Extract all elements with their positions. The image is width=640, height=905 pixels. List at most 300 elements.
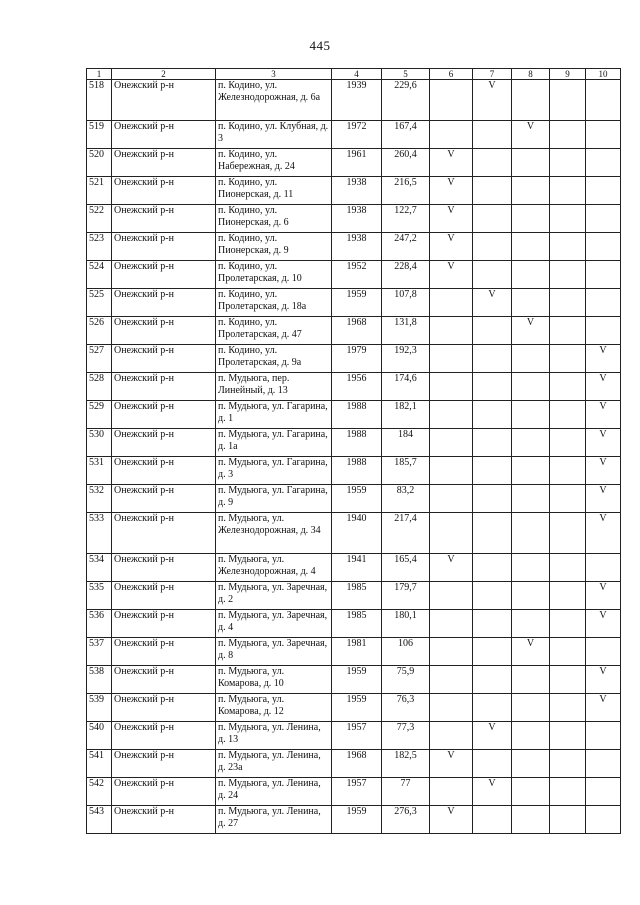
area-cell: 122,7 [382, 205, 430, 233]
year-cell: 1959 [332, 485, 382, 513]
mark-cell-col-8 [512, 610, 550, 638]
row-number-cell: 527 [87, 345, 112, 373]
table-row [87, 205, 621, 233]
mark-cell-col-10: V [586, 429, 621, 457]
column-number-cell: 9 [550, 69, 586, 80]
mark-cell-col-9 [550, 289, 586, 317]
address-cell: п. Мудьюга, ул. Ленина, д. 24 [216, 778, 332, 806]
year-cell: 1979 [332, 345, 382, 373]
table-row [87, 401, 621, 429]
mark-cell-col-9 [550, 582, 586, 610]
mark-cell-col-6 [430, 317, 473, 345]
mark-cell-col-10 [586, 149, 621, 177]
row-number-cell: 540 [87, 722, 112, 750]
year-cell: 1968 [332, 750, 382, 778]
area-cell: 260,4 [382, 149, 430, 177]
area-cell: 276,3 [382, 806, 430, 834]
mark-cell-col-8 [512, 513, 550, 554]
table-row [87, 778, 621, 806]
mark-cell-col-7 [473, 373, 512, 401]
table-row [87, 513, 621, 554]
table-row [87, 638, 621, 666]
year-cell: 1952 [332, 261, 382, 289]
mark-cell-col-6: V [430, 233, 473, 261]
mark-cell-col-7 [473, 205, 512, 233]
area-cell: 216,5 [382, 177, 430, 205]
area-cell: 228,4 [382, 261, 430, 289]
mark-cell-col-7 [473, 233, 512, 261]
area-cell: 217,4 [382, 513, 430, 554]
address-cell: п. Мудьюга, ул. Заречная, д. 4 [216, 610, 332, 638]
mark-cell-col-10 [586, 317, 621, 345]
mark-cell-col-10 [586, 121, 621, 149]
mark-cell-col-10 [586, 261, 621, 289]
year-cell: 1957 [332, 722, 382, 750]
table-row [87, 610, 621, 638]
area-cell: 174,6 [382, 373, 430, 401]
mark-cell-col-7 [473, 121, 512, 149]
row-number-cell: 538 [87, 666, 112, 694]
mark-cell-col-9 [550, 554, 586, 582]
row-number-cell: 528 [87, 373, 112, 401]
table-row [87, 694, 621, 722]
area-cell: 77 [382, 778, 430, 806]
mark-cell-col-8 [512, 485, 550, 513]
address-cell: п. Мудьюга, ул. Гагарина, д. 1 [216, 401, 332, 429]
year-cell: 1972 [332, 121, 382, 149]
district-cell: Онежский р-н [112, 610, 216, 638]
table-row [87, 722, 621, 750]
mark-cell-col-8 [512, 80, 550, 121]
mark-cell-col-8 [512, 149, 550, 177]
row-number-cell: 543 [87, 806, 112, 834]
mark-cell-col-10: V [586, 513, 621, 554]
address-cell: п. Мудьюга, ул. Ленина, д. 13 [216, 722, 332, 750]
district-cell: Онежский р-н [112, 401, 216, 429]
column-number-cell: 8 [512, 69, 550, 80]
area-cell: 106 [382, 638, 430, 666]
row-number-cell: 533 [87, 513, 112, 554]
year-cell: 1985 [332, 610, 382, 638]
mark-cell-col-7 [473, 554, 512, 582]
year-cell: 1988 [332, 401, 382, 429]
year-cell: 1968 [332, 317, 382, 345]
mark-cell-col-8: V [512, 317, 550, 345]
mark-cell-col-6 [430, 80, 473, 121]
mark-cell-col-9 [550, 317, 586, 345]
mark-cell-col-6 [430, 485, 473, 513]
table-row [87, 429, 621, 457]
address-cell: п. Кодино, ул. Пролетарская, д. 47 [216, 317, 332, 345]
mark-cell-col-6 [430, 373, 473, 401]
mark-cell-col-10 [586, 806, 621, 834]
area-cell: 179,7 [382, 582, 430, 610]
mark-cell-col-8 [512, 554, 550, 582]
area-cell: 182,1 [382, 401, 430, 429]
mark-cell-col-6 [430, 666, 473, 694]
address-cell: п. Мудьюга, ул. Комарова, д. 12 [216, 694, 332, 722]
mark-cell-col-6 [430, 401, 473, 429]
district-cell: Онежский р-н [112, 177, 216, 205]
mark-cell-col-8 [512, 177, 550, 205]
address-cell: п. Мудьюга, ул. Железнодорожная, д. 34 [216, 513, 332, 554]
table-row [87, 457, 621, 485]
district-cell: Онежский р-н [112, 121, 216, 149]
mark-cell-col-9 [550, 177, 586, 205]
row-number-cell: 539 [87, 694, 112, 722]
district-cell: Онежский р-н [112, 694, 216, 722]
row-number-cell: 522 [87, 205, 112, 233]
year-cell: 1939 [332, 80, 382, 121]
district-cell: Онежский р-н [112, 485, 216, 513]
mark-cell-col-8 [512, 806, 550, 834]
address-cell: п. Мудьюга, ул. Заречная, д. 2 [216, 582, 332, 610]
mark-cell-col-9 [550, 666, 586, 694]
mark-cell-col-8 [512, 429, 550, 457]
year-cell: 1940 [332, 513, 382, 554]
mark-cell-col-6 [430, 722, 473, 750]
mark-cell-col-8 [512, 457, 550, 485]
address-cell: п. Мудьюга, ул. Гагарина, д. 9 [216, 485, 332, 513]
address-cell: п. Мудьюга, пер. Линейный, д. 13 [216, 373, 332, 401]
mark-cell-col-6 [430, 457, 473, 485]
mark-cell-col-9 [550, 121, 586, 149]
district-cell: Онежский р-н [112, 750, 216, 778]
mark-cell-col-6 [430, 429, 473, 457]
column-number-cell: 5 [382, 69, 430, 80]
address-cell: п. Мудьюга, ул. Ленина, д. 23а [216, 750, 332, 778]
mark-cell-col-9 [550, 778, 586, 806]
year-cell: 1988 [332, 457, 382, 485]
mark-cell-col-10: V [586, 485, 621, 513]
mark-cell-col-7: V [473, 778, 512, 806]
mark-cell-col-9 [550, 233, 586, 261]
mark-cell-col-7 [473, 401, 512, 429]
address-cell: п. Кодино, ул. Набережная, д. 24 [216, 149, 332, 177]
table-row [87, 373, 621, 401]
year-cell: 1956 [332, 373, 382, 401]
address-cell: п. Кодино, ул. Клубная, д. 3 [216, 121, 332, 149]
mark-cell-col-7 [473, 149, 512, 177]
row-number-cell: 536 [87, 610, 112, 638]
page-number: 445 [309, 38, 331, 53]
table-row [87, 289, 621, 317]
district-cell: Онежский р-н [112, 317, 216, 345]
table-row [87, 149, 621, 177]
row-number-cell: 520 [87, 149, 112, 177]
mark-cell-col-8 [512, 289, 550, 317]
mark-cell-col-10: V [586, 694, 621, 722]
year-cell: 1938 [332, 233, 382, 261]
mark-cell-col-10 [586, 233, 621, 261]
year-cell: 1985 [332, 582, 382, 610]
table-row [87, 554, 621, 582]
row-number-cell: 537 [87, 638, 112, 666]
mark-cell-col-9 [550, 722, 586, 750]
row-number-cell: 523 [87, 233, 112, 261]
mark-cell-col-8: V [512, 121, 550, 149]
mark-cell-col-6 [430, 289, 473, 317]
mark-cell-col-6: V [430, 177, 473, 205]
row-number-cell: 530 [87, 429, 112, 457]
mark-cell-col-10: V [586, 610, 621, 638]
year-cell: 1961 [332, 149, 382, 177]
mark-cell-col-6 [430, 694, 473, 722]
mark-cell-col-7 [473, 610, 512, 638]
area-cell: 167,4 [382, 121, 430, 149]
row-number-cell: 524 [87, 261, 112, 289]
housing-registry-table [86, 68, 621, 834]
mark-cell-col-6 [430, 582, 473, 610]
table-row [87, 317, 621, 345]
mark-cell-col-10 [586, 778, 621, 806]
year-cell: 1959 [332, 694, 382, 722]
row-number-cell: 541 [87, 750, 112, 778]
mark-cell-col-8 [512, 582, 550, 610]
column-number-cell: 6 [430, 69, 473, 80]
district-cell: Онежский р-н [112, 666, 216, 694]
table-row [87, 80, 621, 121]
mark-cell-col-8 [512, 401, 550, 429]
mark-cell-col-9 [550, 610, 586, 638]
area-cell: 107,8 [382, 289, 430, 317]
mark-cell-col-8 [512, 261, 550, 289]
mark-cell-col-10: V [586, 457, 621, 485]
district-cell: Онежский р-н [112, 806, 216, 834]
mark-cell-col-7 [473, 261, 512, 289]
year-cell: 1938 [332, 177, 382, 205]
mark-cell-col-10: V [586, 401, 621, 429]
mark-cell-col-9 [550, 806, 586, 834]
column-number-cell: 10 [586, 69, 621, 80]
district-cell: Онежский р-н [112, 638, 216, 666]
district-cell: Онежский р-н [112, 261, 216, 289]
table-row [87, 582, 621, 610]
mark-cell-col-6 [430, 345, 473, 373]
mark-cell-col-10 [586, 750, 621, 778]
table-row [87, 666, 621, 694]
year-cell: 1959 [332, 289, 382, 317]
mark-cell-col-7 [473, 345, 512, 373]
mark-cell-col-10 [586, 80, 621, 121]
address-cell: п. Кодино, ул. Пролетарская, д. 9а [216, 345, 332, 373]
mark-cell-col-8 [512, 694, 550, 722]
mark-cell-col-6 [430, 513, 473, 554]
address-cell: п. Кодино, ул. Пролетарская, д. 10 [216, 261, 332, 289]
mark-cell-col-9 [550, 373, 586, 401]
year-cell: 1957 [332, 778, 382, 806]
area-cell: 131,8 [382, 317, 430, 345]
area-cell: 185,7 [382, 457, 430, 485]
column-number-cell: 2 [112, 69, 216, 80]
mark-cell-col-7 [473, 457, 512, 485]
mark-cell-col-9 [550, 457, 586, 485]
area-cell: 83,2 [382, 485, 430, 513]
mark-cell-col-6: V [430, 149, 473, 177]
mark-cell-col-7 [473, 513, 512, 554]
mark-cell-col-7 [473, 429, 512, 457]
area-cell: 180,1 [382, 610, 430, 638]
mark-cell-col-8 [512, 205, 550, 233]
mark-cell-col-9 [550, 80, 586, 121]
table-row [87, 345, 621, 373]
mark-cell-col-9 [550, 429, 586, 457]
district-cell: Онежский р-н [112, 80, 216, 121]
mark-cell-col-10 [586, 554, 621, 582]
district-cell: Онежский р-н [112, 778, 216, 806]
mark-cell-col-7: V [473, 289, 512, 317]
mark-cell-col-10: V [586, 666, 621, 694]
address-cell: п. Мудьюга, ул. Ленина, д. 27 [216, 806, 332, 834]
year-cell: 1959 [332, 666, 382, 694]
mark-cell-col-10 [586, 177, 621, 205]
area-cell: 75,9 [382, 666, 430, 694]
table-row [87, 485, 621, 513]
mark-cell-col-9 [550, 513, 586, 554]
row-number-cell: 526 [87, 317, 112, 345]
mark-cell-col-10 [586, 638, 621, 666]
column-number-cell: 1 [87, 69, 112, 80]
mark-cell-col-9 [550, 638, 586, 666]
area-cell: 192,3 [382, 345, 430, 373]
table-row [87, 177, 621, 205]
mark-cell-col-6: V [430, 806, 473, 834]
district-cell: Онежский р-н [112, 205, 216, 233]
area-cell: 247,2 [382, 233, 430, 261]
table-row [87, 121, 621, 149]
mark-cell-col-8 [512, 778, 550, 806]
mark-cell-col-10: V [586, 582, 621, 610]
row-number-cell: 534 [87, 554, 112, 582]
area-cell: 165,4 [382, 554, 430, 582]
area-cell: 76,3 [382, 694, 430, 722]
district-cell: Онежский р-н [112, 722, 216, 750]
mark-cell-col-10 [586, 289, 621, 317]
mark-cell-col-6: V [430, 205, 473, 233]
mark-cell-col-9 [550, 149, 586, 177]
mark-cell-col-6: V [430, 554, 473, 582]
mark-cell-col-8: V [512, 638, 550, 666]
mark-cell-col-7 [473, 485, 512, 513]
year-cell: 1981 [332, 638, 382, 666]
district-cell: Онежский р-н [112, 429, 216, 457]
row-number-cell: 525 [87, 289, 112, 317]
table-row [87, 233, 621, 261]
district-cell: Онежский р-н [112, 457, 216, 485]
area-cell: 184 [382, 429, 430, 457]
mark-cell-col-6 [430, 121, 473, 149]
district-cell: Онежский р-н [112, 582, 216, 610]
row-number-cell: 529 [87, 401, 112, 429]
area-cell: 229,6 [382, 80, 430, 121]
table-row [87, 806, 621, 834]
mark-cell-col-8 [512, 373, 550, 401]
mark-cell-col-6: V [430, 750, 473, 778]
district-cell: Онежский р-н [112, 513, 216, 554]
mark-cell-col-7: V [473, 722, 512, 750]
column-number-row [87, 69, 621, 80]
mark-cell-col-6 [430, 638, 473, 666]
year-cell: 1941 [332, 554, 382, 582]
area-cell: 77,3 [382, 722, 430, 750]
mark-cell-col-8 [512, 233, 550, 261]
mark-cell-col-9 [550, 345, 586, 373]
row-number-cell: 531 [87, 457, 112, 485]
mark-cell-col-7 [473, 638, 512, 666]
mark-cell-col-10 [586, 722, 621, 750]
address-cell: п. Кодино, ул. Пионерская, д. 11 [216, 177, 332, 205]
table-body [87, 69, 621, 834]
mark-cell-col-9 [550, 485, 586, 513]
address-cell: п. Кодино, ул. Пионерская, д. 9 [216, 233, 332, 261]
mark-cell-col-9 [550, 401, 586, 429]
mark-cell-col-7 [473, 582, 512, 610]
year-cell: 1938 [332, 205, 382, 233]
district-cell: Онежский р-н [112, 233, 216, 261]
year-cell: 1959 [332, 806, 382, 834]
district-cell: Онежский р-н [112, 149, 216, 177]
address-cell: п. Мудьюга, ул. Заречная, д. 8 [216, 638, 332, 666]
mark-cell-col-7 [473, 666, 512, 694]
mark-cell-col-9 [550, 750, 586, 778]
row-number-cell: 519 [87, 121, 112, 149]
district-cell: Онежский р-н [112, 345, 216, 373]
district-cell: Онежский р-н [112, 373, 216, 401]
address-cell: п. Мудьюга, ул. Гагарина, д. 1а [216, 429, 332, 457]
mark-cell-col-7 [473, 750, 512, 778]
address-cell: п. Мудьюга, ул. Комарова, д. 10 [216, 666, 332, 694]
address-cell: п. Мудьюга, ул. Гагарина, д. 3 [216, 457, 332, 485]
mark-cell-col-8 [512, 666, 550, 694]
table-row [87, 750, 621, 778]
mark-cell-col-6: V [430, 261, 473, 289]
year-cell: 1988 [332, 429, 382, 457]
mark-cell-col-10: V [586, 345, 621, 373]
mark-cell-col-8 [512, 722, 550, 750]
mark-cell-col-6 [430, 610, 473, 638]
mark-cell-col-8 [512, 750, 550, 778]
mark-cell-col-10 [586, 205, 621, 233]
mark-cell-col-7: V [473, 80, 512, 121]
mark-cell-col-8 [512, 345, 550, 373]
row-number-cell: 518 [87, 80, 112, 121]
area-cell: 182,5 [382, 750, 430, 778]
address-cell: п. Кодино, ул. Пионерская, д. 6 [216, 205, 332, 233]
row-number-cell: 532 [87, 485, 112, 513]
table-row [87, 261, 621, 289]
district-cell: Онежский р-н [112, 554, 216, 582]
row-number-cell: 521 [87, 177, 112, 205]
mark-cell-col-9 [550, 261, 586, 289]
mark-cell-col-7 [473, 317, 512, 345]
mark-cell-col-7 [473, 177, 512, 205]
mark-cell-col-9 [550, 694, 586, 722]
district-cell: Онежский р-н [112, 289, 216, 317]
row-number-cell: 535 [87, 582, 112, 610]
mark-cell-col-7 [473, 694, 512, 722]
address-cell: п. Мудьюга, ул. Железнодорожная, д. 4 [216, 554, 332, 582]
mark-cell-col-6 [430, 778, 473, 806]
column-number-cell: 3 [216, 69, 332, 80]
row-number-cell: 542 [87, 778, 112, 806]
address-cell: п. Кодино, ул. Железнодорожная, д. 6а [216, 80, 332, 121]
column-number-cell: 7 [473, 69, 512, 80]
mark-cell-col-10: V [586, 373, 621, 401]
address-cell: п. Кодино, ул. Пролетарская, д. 18а [216, 289, 332, 317]
mark-cell-col-7 [473, 806, 512, 834]
mark-cell-col-9 [550, 205, 586, 233]
column-number-cell: 4 [332, 69, 382, 80]
